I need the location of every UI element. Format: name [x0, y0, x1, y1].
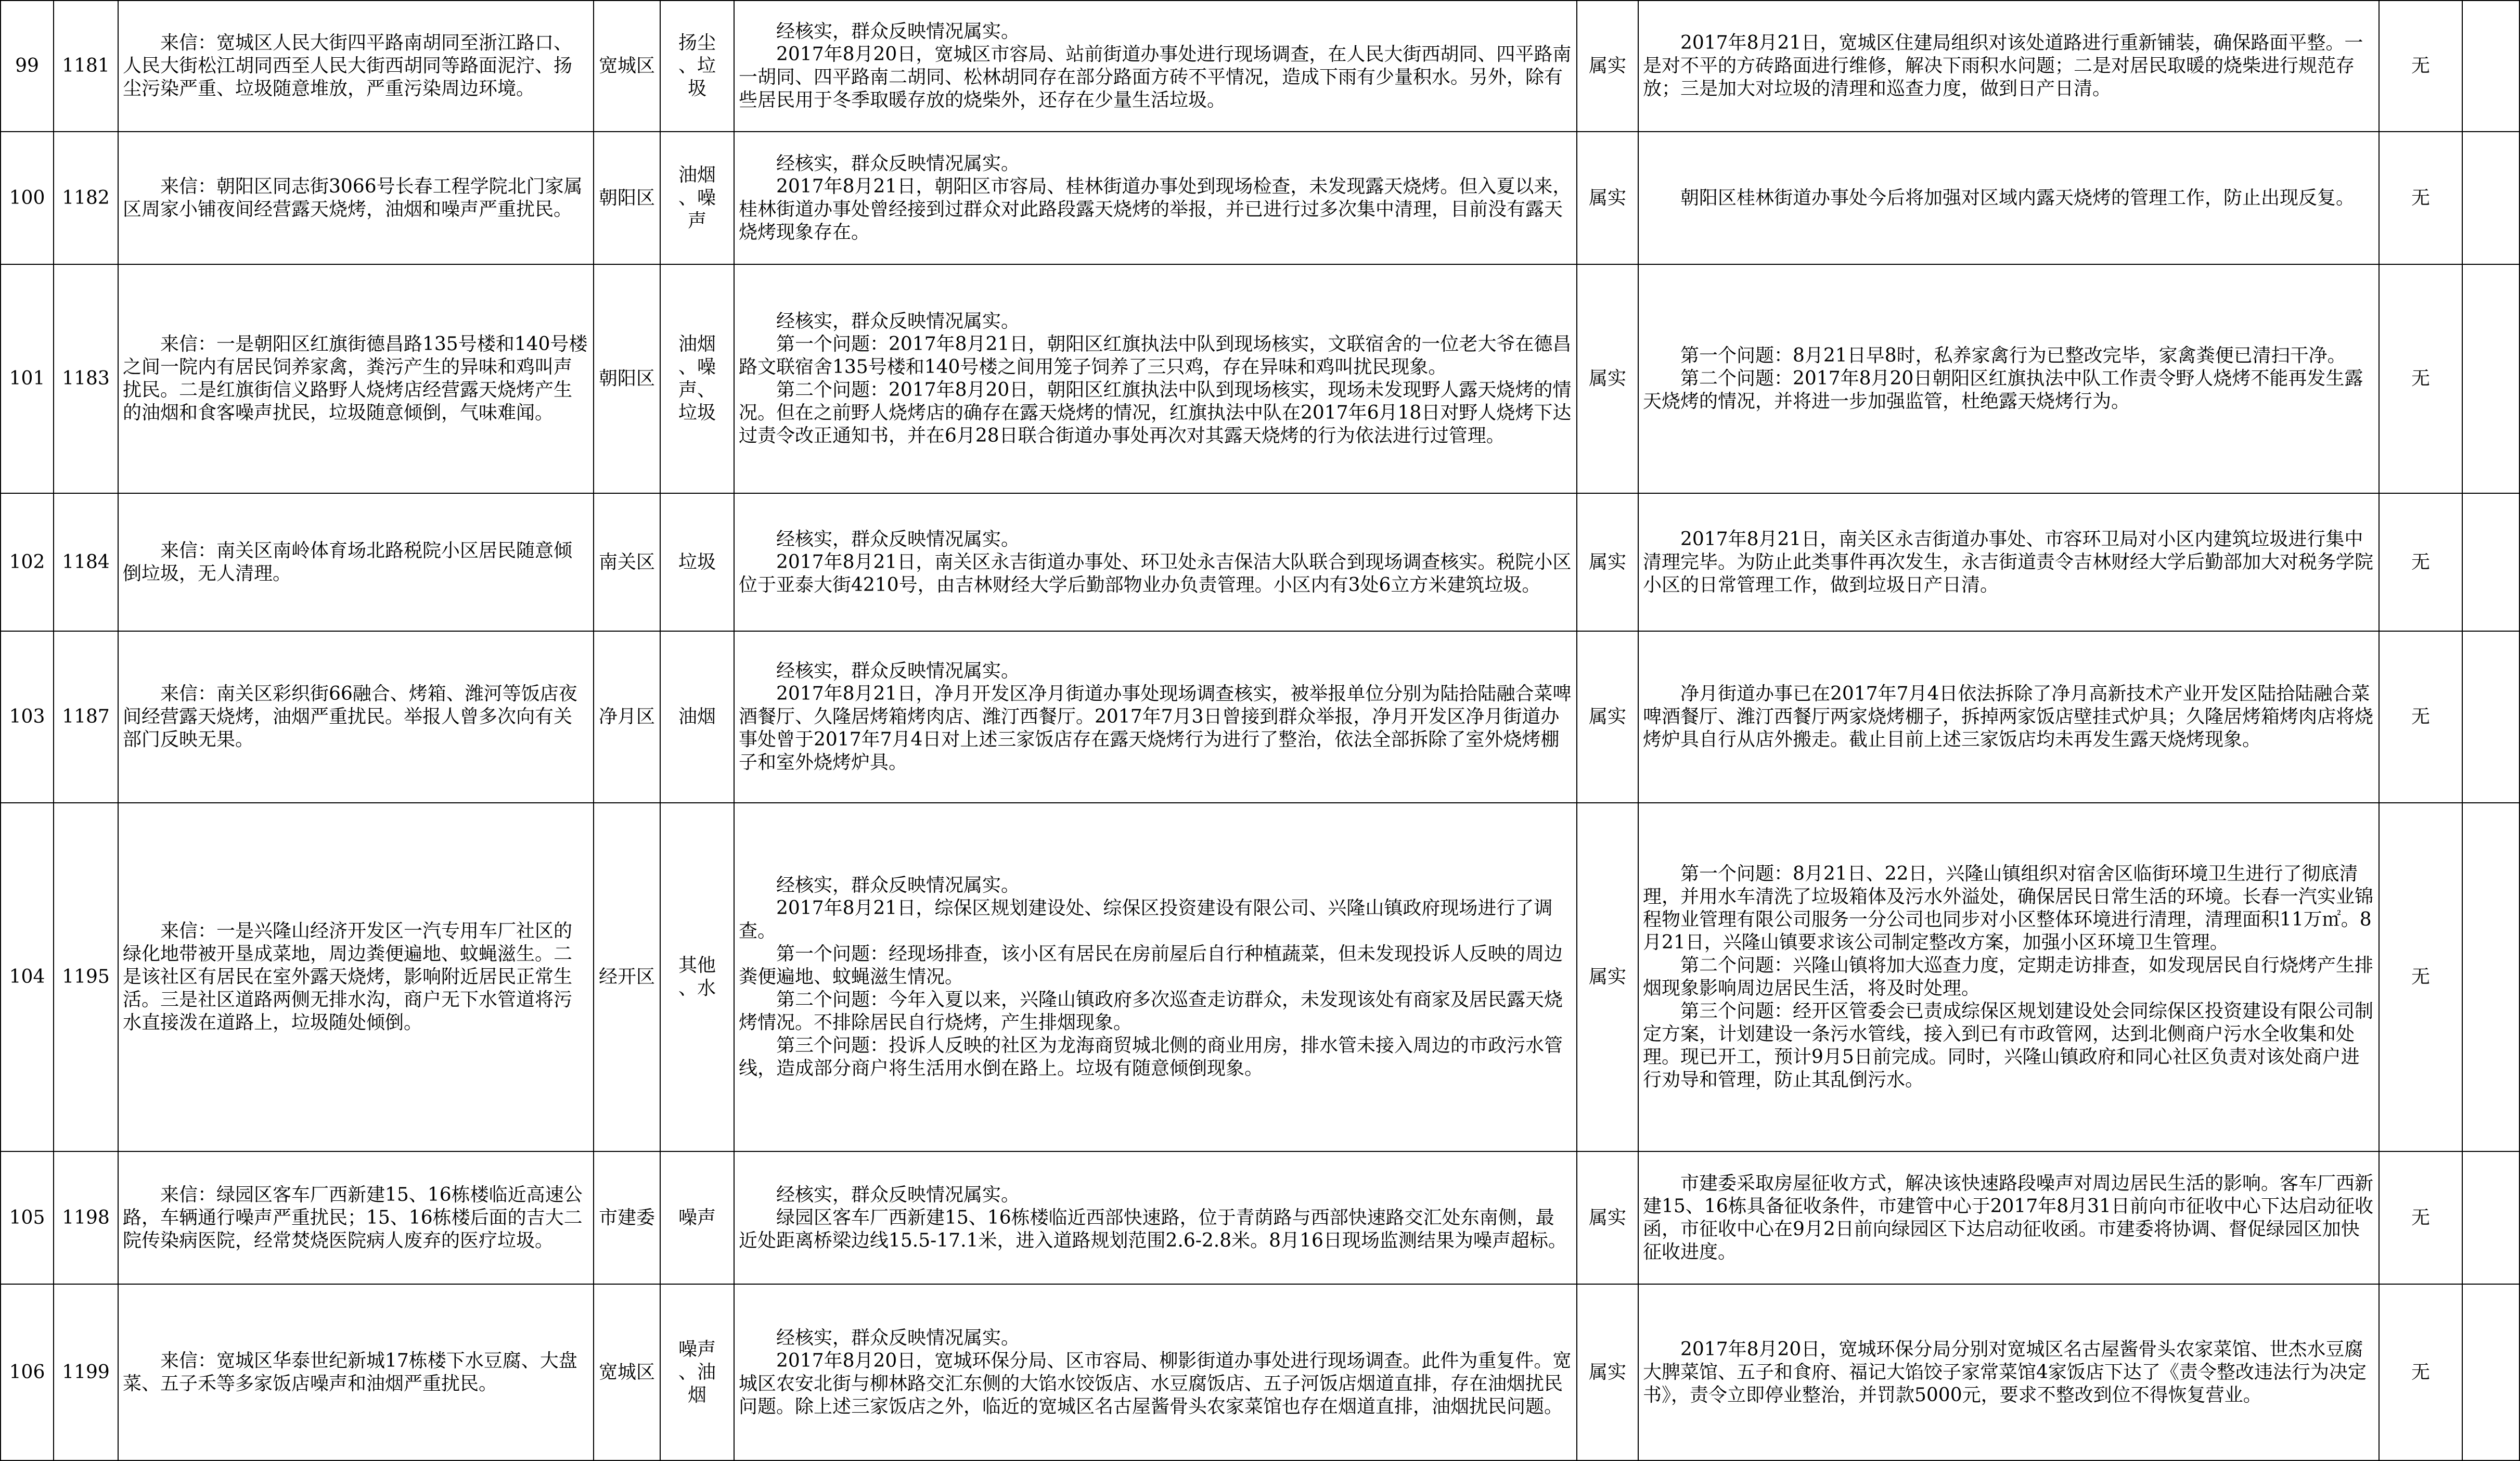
- findings-cell: [734, 493, 1577, 631]
- findings-paragraph: 经核实，群众反映情况属实。: [776, 311, 1020, 332]
- handling-paragraph: 市建委采取房屋征收方式，解决该快速路段噪声对周边居民生活的影响。客车厂西新建15、16栋具备征收条件，市建管中心于2017年8月31日前向市征收中心下达启动征收函，市征收中心在9月2日前向绿园区下达启动征收函。市建委将协调、督促绿园区加快征收进度。: [1643, 1172, 2374, 1263]
- district-cell: [594, 631, 660, 803]
- findings-cell: [734, 132, 1577, 264]
- findings-paragraph: 第一个问题：2017年8月21日，朝阳区红旗执法中队到现场核实，文联宿舍的一位老大爷在德昌路文联宿舍135号楼和140号楼之间用笼子饲养了三只鸡，存在异味和鸡叫扰民现象。: [739, 334, 1572, 378]
- complaint-cell: [118, 264, 594, 493]
- row-number-cell: [1, 1, 54, 132]
- accountability-cell: [2379, 631, 2462, 803]
- findings-paragraph: 经核实，群众反映情况属实。: [776, 875, 1020, 896]
- findings-paragraph: 第三个问题：投诉人反映的社区为龙海商贸城北侧的商业用房，排水管未接入周边的市政污水管线，造成部分商户将生活用水倒在路上。垃圾有随意倾倒现象。: [739, 1035, 1563, 1079]
- issue-type-line: 油烟: [678, 164, 716, 186]
- findings-paragraph: 2017年8月20日，宽城区市容局、站前街道办事处进行现场调查，在人民大街西胡同、四平路南一胡同、四平路南二胡同、松林胡同存在部分路面方砖不平情况，造成下雨有少量积水。另外，除有些居民用于冬季取暖存放的烧柴外，还存在少量生活垃圾。: [739, 44, 1572, 111]
- handling-paragraph: 第三个问题：经开区管委会已责成综保区规划建设处会同综保区投资建设有限公司制定方案，计划建设一条污水管线，接入到已有市政管网，达到北侧商户污水全收集和处理。现已开工，预计9月5日前完成。同时，兴隆山镇政府和同心社区负责对该处商户进行劝导和管理，防止其乱倒污水。: [1643, 1001, 2374, 1091]
- row-number-cell: [1, 493, 54, 631]
- row-number-cell: [1, 803, 54, 1151]
- accountability: 无: [2411, 1207, 2430, 1228]
- complaint-text: 来信：绿园区客车厂西新建15、16栋楼临近高速公路，车辆通行噪声严重扰民；15、16栋楼后面的吉大二院传染病医院，经常焚烧医院病人废弃的医疗垃圾。: [123, 1184, 583, 1251]
- accountability-cell: [2379, 1, 2462, 132]
- handling-paragraph: 第一个问题：8月21日、22日，兴隆山镇组织对宿舍区临街环境卫生进行了彻底清理，并用水车清洗了垃圾箱体及污水外溢处，确保居民日常生活的环境。长春一汽实业锦程物业管理有限公司服务一分公司也同步对小区整体环境进行清理，清理面积11万㎡。8月21日，兴隆山镇要求该公司制定整改方案，加强小区环境卫生管理。: [1643, 863, 2374, 953]
- accountability: 无: [2411, 187, 2430, 209]
- issue-type-line: 声: [687, 210, 706, 232]
- blank-cell: [2462, 493, 2519, 631]
- case-code-cell: [54, 1284, 118, 1460]
- case-code-cell: [54, 1151, 118, 1284]
- district: 朝阳区: [598, 368, 655, 389]
- accountability-cell: [2379, 264, 2462, 493]
- case-code: 1195: [62, 966, 110, 988]
- findings-paragraph: 经核实，群众反映情况属实。: [776, 1327, 1020, 1349]
- findings-paragraph: 2017年8月21日，综保区规划建设处、综保区投资建设有限公司、兴隆山镇政府现场进行了调查。: [739, 898, 1553, 942]
- verdict: 属实: [1588, 551, 1626, 573]
- row-number: 102: [9, 551, 45, 573]
- complaint-cell: [118, 493, 594, 631]
- verdict: 属实: [1588, 55, 1626, 76]
- blank-cell: [2462, 1, 2519, 132]
- district-cell: [594, 1151, 660, 1284]
- table-row: [1, 1, 2519, 132]
- row-number: 99: [15, 55, 39, 76]
- table-body: [1, 1, 2519, 1460]
- complaint-text: 来信：南关区南岭体育场北路税院小区居民随意倾倒垃圾，无人清理。: [123, 540, 573, 584]
- verdict-cell: [1577, 493, 1638, 631]
- table-row: [1, 1284, 2519, 1460]
- district: 南关区: [598, 551, 655, 573]
- issue-type-line: 烟: [687, 1384, 706, 1406]
- case-code: 1182: [62, 187, 110, 209]
- findings-paragraph: 经核实，群众反映情况属实。: [776, 21, 1020, 42]
- handling-paragraph: 净月街道办事已在2017年7月4日依法拆除了净月高新技术产业开发区陆拾陆融合菜啤酒餐厅、潍汀西餐厅两家烧烤棚子，拆掉两家饭店壁挂式炉具；久隆居烤箱烤肉店将烧烤炉具自行从店外搬走。截止目前上述三家饭店均未再发生露天烧烤现象。: [1643, 683, 2374, 750]
- accountability: 无: [2411, 551, 2430, 573]
- findings-cell: [734, 803, 1577, 1151]
- issue-type-line: 噪声: [678, 1207, 716, 1228]
- verdict-cell: [1577, 1151, 1638, 1284]
- complaint-cell: [118, 803, 594, 1151]
- verdict-cell: [1577, 1284, 1638, 1460]
- handling-cell: [1638, 1151, 2379, 1284]
- blank-cell: [2462, 264, 2519, 493]
- table-row: [1, 264, 2519, 493]
- case-code: 1198: [62, 1207, 110, 1228]
- row-number: 101: [9, 368, 45, 389]
- verdict: 属实: [1588, 966, 1626, 988]
- handling-cell: [1638, 803, 2379, 1151]
- row-number-cell: [1, 1151, 54, 1284]
- findings-paragraph: 2017年8月21日，净月开发区净月街道办事处现场调查核实，被举报单位分别为陆拾陆融合菜啤酒餐厅、久隆居烤箱烤肉店、潍汀西餐厅。2017年7月3日曾接到群众举报，净月开发区净月街道办事处曾于2017年7月4日对上述三家饭店存在露天烧烤行为进行了整治，依法全部拆除了室外烧烤棚子和室外烧烤炉具。: [739, 683, 1572, 773]
- verdict: 属实: [1588, 1361, 1626, 1383]
- handling-paragraph: 第二个问题：兴隆山镇将加大巡查力度，定期走访排查，如发现居民自行烧烤产生排烟现象影响周边居民生活，将及时处理。: [1643, 955, 2374, 999]
- complaint-cell: [118, 631, 594, 803]
- table-row: [1, 631, 2519, 803]
- handling-cell: [1638, 264, 2379, 493]
- findings-paragraph: 第二个问题：2017年8月20日，朝阳区红旗执法中队到现场核实，现场未发现野人露天烧烤的情况。但在之前野人烧烤店的确存在露天烧烤的情况，红旗执法中队在2017年6月18日对野人烧烤下达过责令改正通知书，并在6月28日联合街道办事处再次对其露天烧烤的行为依法进行过管理。: [739, 379, 1572, 446]
- row-number-cell: [1, 132, 54, 264]
- findings-cell: [734, 1, 1577, 132]
- row-number: 104: [9, 966, 45, 988]
- accountability-cell: [2379, 1151, 2462, 1284]
- case-code-cell: [54, 803, 118, 1151]
- district-cell: [594, 1284, 660, 1460]
- case-code-cell: [54, 631, 118, 803]
- issue-type-line: 、噪: [678, 356, 716, 378]
- handling-paragraph: 第一个问题：8月21日早8时，私养家禽行为已整改完毕，家禽粪便已清扫干净。: [1680, 345, 2346, 366]
- issue-type-line: 声、: [678, 379, 716, 401]
- district-cell: [594, 264, 660, 493]
- issue-type-cell: [660, 1151, 734, 1284]
- district: 净月区: [598, 706, 655, 727]
- issue-type-line: 圾: [687, 78, 706, 99]
- table-row: [1, 803, 2519, 1151]
- findings-paragraph: 2017年8月21日，南关区永吉街道办事处、环卫处永吉保洁大队联合到现场调查核实。税院小区位于亚泰大街4210号，由吉林财经大学后勤部物业办负责管理。小区内有3处6立方米建筑垃圾。: [739, 551, 1572, 596]
- accountability-cell: [2379, 803, 2462, 1151]
- case-code: 1183: [62, 368, 110, 389]
- district: 市建委: [598, 1207, 655, 1228]
- district: 经开区: [598, 966, 655, 988]
- handling-cell: [1638, 1284, 2379, 1460]
- handling-paragraph: 第二个问题：2017年8月20日朝阳区红旗执法中队工作责令野人烧烤不能再发生露天烧烤的情况，并将进一步加强监管，杜绝露天烧烤行为。: [1643, 368, 2363, 412]
- district-cell: [594, 493, 660, 631]
- verdict-cell: [1577, 132, 1638, 264]
- table-row: [1, 493, 2519, 631]
- case-code-cell: [54, 1, 118, 132]
- handling-paragraph: 2017年8月21日，宽城区住建局组织对该处道路进行重新铺装，确保路面平整。一是对不平的方砖路面进行维修，解决下雨积水问题；二是对居民取暖的烧柴进行规范存放；三是加大对垃圾的清理和巡查力度，做到日产日清。: [1643, 32, 2363, 99]
- issue-type-line: 扬尘: [678, 32, 716, 54]
- issue-type-line: 、垃: [678, 55, 716, 76]
- verdict-cell: [1577, 1, 1638, 132]
- blank-cell: [2462, 1151, 2519, 1284]
- complaint-text: 来信：朝阳区同志街3066号长春工程学院北门家属区周家小铺夜间经营露天烧烤，油烟和噪声严重扰民。: [123, 175, 583, 220]
- findings-cell: [734, 264, 1577, 493]
- issue-type-line: 、油: [678, 1361, 716, 1383]
- verdict: 属实: [1588, 1207, 1626, 1228]
- case-code-cell: [54, 493, 118, 631]
- issue-type-cell: [660, 493, 734, 631]
- handling-paragraph: 2017年8月21日，南关区永吉街道办事处、市容环卫局对小区内建筑垃圾进行集中清理完毕。为防止此类事件再次发生，永吉街道责令吉林财经大学后勤部加大对税务学院小区的日常管理工作，做到垃圾日产日清。: [1643, 528, 2374, 596]
- issue-type-cell: [660, 264, 734, 493]
- accountability-cell: [2379, 1284, 2462, 1460]
- complaint-text: 来信：宽城区人民大街四平路南胡同至浙江路口、人民大街松江胡同西至人民大街西胡同等路面泥泞、扬尘污染严重、垃圾随意堆放，严重污染周边环境。: [123, 32, 573, 99]
- findings-paragraph: 第二个问题：今年入夏以来，兴隆山镇政府多次巡查走访群众，未发现该处有商家及居民露天烧烤情况。不排除居民自行烧烤，产生排烟现象。: [739, 989, 1563, 1033]
- findings-paragraph: 经核实，群众反映情况属实。: [776, 528, 1020, 550]
- row-number-cell: [1, 1284, 54, 1460]
- verdict-cell: [1577, 264, 1638, 493]
- accountability: 无: [2411, 1361, 2430, 1383]
- verdict-cell: [1577, 803, 1638, 1151]
- complaint-cell: [118, 1284, 594, 1460]
- complaint-text: 来信：南关区彩织街66融合、烤箱、潍河等饭店夜间经营露天烧烤，油烟严重扰民。举报人曾多次向有关部门反映无果。: [123, 683, 577, 750]
- accountability: 无: [2411, 368, 2430, 389]
- row-number-cell: [1, 264, 54, 493]
- issue-type-line: 噪声: [678, 1338, 716, 1360]
- complaint-cell: [118, 1151, 594, 1284]
- district-cell: [594, 803, 660, 1151]
- table-row: [1, 132, 2519, 264]
- issue-type-line: 、水: [678, 978, 716, 999]
- issue-type-line: 、噪: [678, 187, 716, 209]
- district-cell: [594, 132, 660, 264]
- issue-type-line: 其他: [678, 955, 716, 976]
- district: 宽城区: [598, 1361, 655, 1383]
- row-number-cell: [1, 631, 54, 803]
- district-cell: [594, 1, 660, 132]
- blank-cell: [2462, 132, 2519, 264]
- findings-paragraph: 经核实，群众反映情况属实。: [776, 152, 1020, 174]
- district: 朝阳区: [598, 187, 655, 209]
- findings-paragraph: 第一个问题：经现场排查，该小区有居民在房前屋后自行种植蔬菜，但未发现投诉人反映的周边粪便遍地、蚊蝇滋生情况。: [739, 943, 1563, 988]
- complaint-cell: [118, 1, 594, 132]
- complaint-cell: [118, 132, 594, 264]
- blank-cell: [2462, 631, 2519, 803]
- findings-paragraph: 2017年8月21日，朝阳区市容局、桂林街道办事处到现场检查，未发现露天烧烤。但入夏以来，桂林街道办事处曾经接到过群众对此路段露天烧烤的举报，并已进行过多次集中清理，目前没有露天烧烤现象存在。: [739, 175, 1572, 243]
- blank-cell: [2462, 803, 2519, 1151]
- case-code: 1199: [62, 1361, 110, 1383]
- handling-paragraph: 朝阳区桂林街道办事处今后将加强对区域内露天烧烤的管理工作，防止出现反复。: [1680, 187, 2355, 209]
- findings-paragraph: 经核实，群众反映情况属实。: [776, 660, 1020, 682]
- findings-cell: [734, 1151, 1577, 1284]
- case-code-cell: [54, 132, 118, 264]
- issue-type-cell: [660, 803, 734, 1151]
- case-code: 1184: [62, 551, 110, 573]
- findings-paragraph: 绿园区客车厂西新建15、16栋楼临近西部快速路，位于青荫路与西部快速路交汇处东南侧，最近处距离桥梁边线15.5-17.1米，进入道路规划范围2.6-2.8米。8月16日现场监测结果为噪声超标。: [739, 1207, 1567, 1251]
- handling-cell: [1638, 631, 2379, 803]
- row-number: 100: [9, 187, 45, 209]
- case-code: 1187: [62, 706, 110, 727]
- issue-type-cell: [660, 1, 734, 132]
- row-number: 105: [9, 1207, 45, 1228]
- row-number: 106: [9, 1361, 45, 1383]
- handling-cell: [1638, 132, 2379, 264]
- issue-type-line: 油烟: [678, 334, 716, 355]
- district: 宽城区: [598, 55, 655, 76]
- row-number: 103: [9, 706, 45, 727]
- verdict: 属实: [1588, 187, 1626, 209]
- findings-paragraph: 2017年8月20日，宽城环保分局、区市容局、柳影街道办事处进行现场调查。此件为重复件。宽城区农安北街与柳林路交汇东侧的大馅水饺饭店、水豆腐饭店、五子河饭店烟道直排，存在油烟扰民问题。除上述三家饭店之外，临近的宽城区名古屋酱骨头农家菜馆也存在烟道直排，油烟扰民问题。: [739, 1350, 1572, 1417]
- issue-type-line: 油烟: [678, 706, 716, 727]
- issue-type-cell: [660, 631, 734, 803]
- accountability-cell: [2379, 493, 2462, 631]
- case-code: 1181: [62, 55, 110, 76]
- accountability-cell: [2379, 132, 2462, 264]
- issue-type-line: 垃圾: [678, 402, 716, 424]
- issue-type-cell: [660, 1284, 734, 1460]
- verdict: 属实: [1588, 368, 1626, 389]
- findings-cell: [734, 631, 1577, 803]
- findings-cell: [734, 1284, 1577, 1460]
- handling-cell: [1638, 493, 2379, 631]
- case-code-cell: [54, 264, 118, 493]
- accountability: 无: [2411, 55, 2430, 76]
- verdict-cell: [1577, 631, 1638, 803]
- issue-type-cell: [660, 132, 734, 264]
- issue-type-line: 垃圾: [678, 551, 716, 573]
- complaint-text: 来信：一是朝阳区红旗街德昌路135号楼和140号楼之间一院内有居民饲养家禽，粪污产生的异味和鸡叫声扰民。二是红旗街信义路野人烧烤店经营露天烧烤产生的油烟和食客噪声扰民，垃圾随意倾倒，气味难闻。: [123, 334, 588, 424]
- complaint-text: 来信：宽城区华泰世纪新城17栋楼下水豆腐、大盘菜、五子禾等多家饭店噪声和油烟严重扰民。: [123, 1350, 577, 1394]
- handling-paragraph: 2017年8月20日，宽城环保分局分别对宽城区名古屋酱骨头农家菜馆、世杰水豆腐大脾菜馆、五子和食府、福记大馅饺子家常菜馆4家饭店下达了《责令整改违法行为决定书》，责令立即停业整治，并罚款5000元，要求不整改到位不得恢复营业。: [1643, 1338, 2367, 1406]
- findings-paragraph: 经核实，群众反映情况属实。: [776, 1184, 1020, 1206]
- handling-cell: [1638, 1, 2379, 132]
- accountability: 无: [2411, 966, 2430, 988]
- complaint-text: 来信：一是兴隆山经济开发区一汽专用车厂社区的绿化地带被开垦成菜地，周边粪便遍地、蚊蝇滋生。二是该社区有居民在室外露天烧烤，影响附近居民正常生活。三是社区道路两侧无排水沟，商户无下水管道将污水直接泼在道路上，垃圾随处倾倒。: [123, 920, 573, 1033]
- verdict: 属实: [1588, 706, 1626, 727]
- table-row: [1, 1151, 2519, 1284]
- blank-cell: [2462, 1284, 2519, 1460]
- accountability: 无: [2411, 706, 2430, 727]
